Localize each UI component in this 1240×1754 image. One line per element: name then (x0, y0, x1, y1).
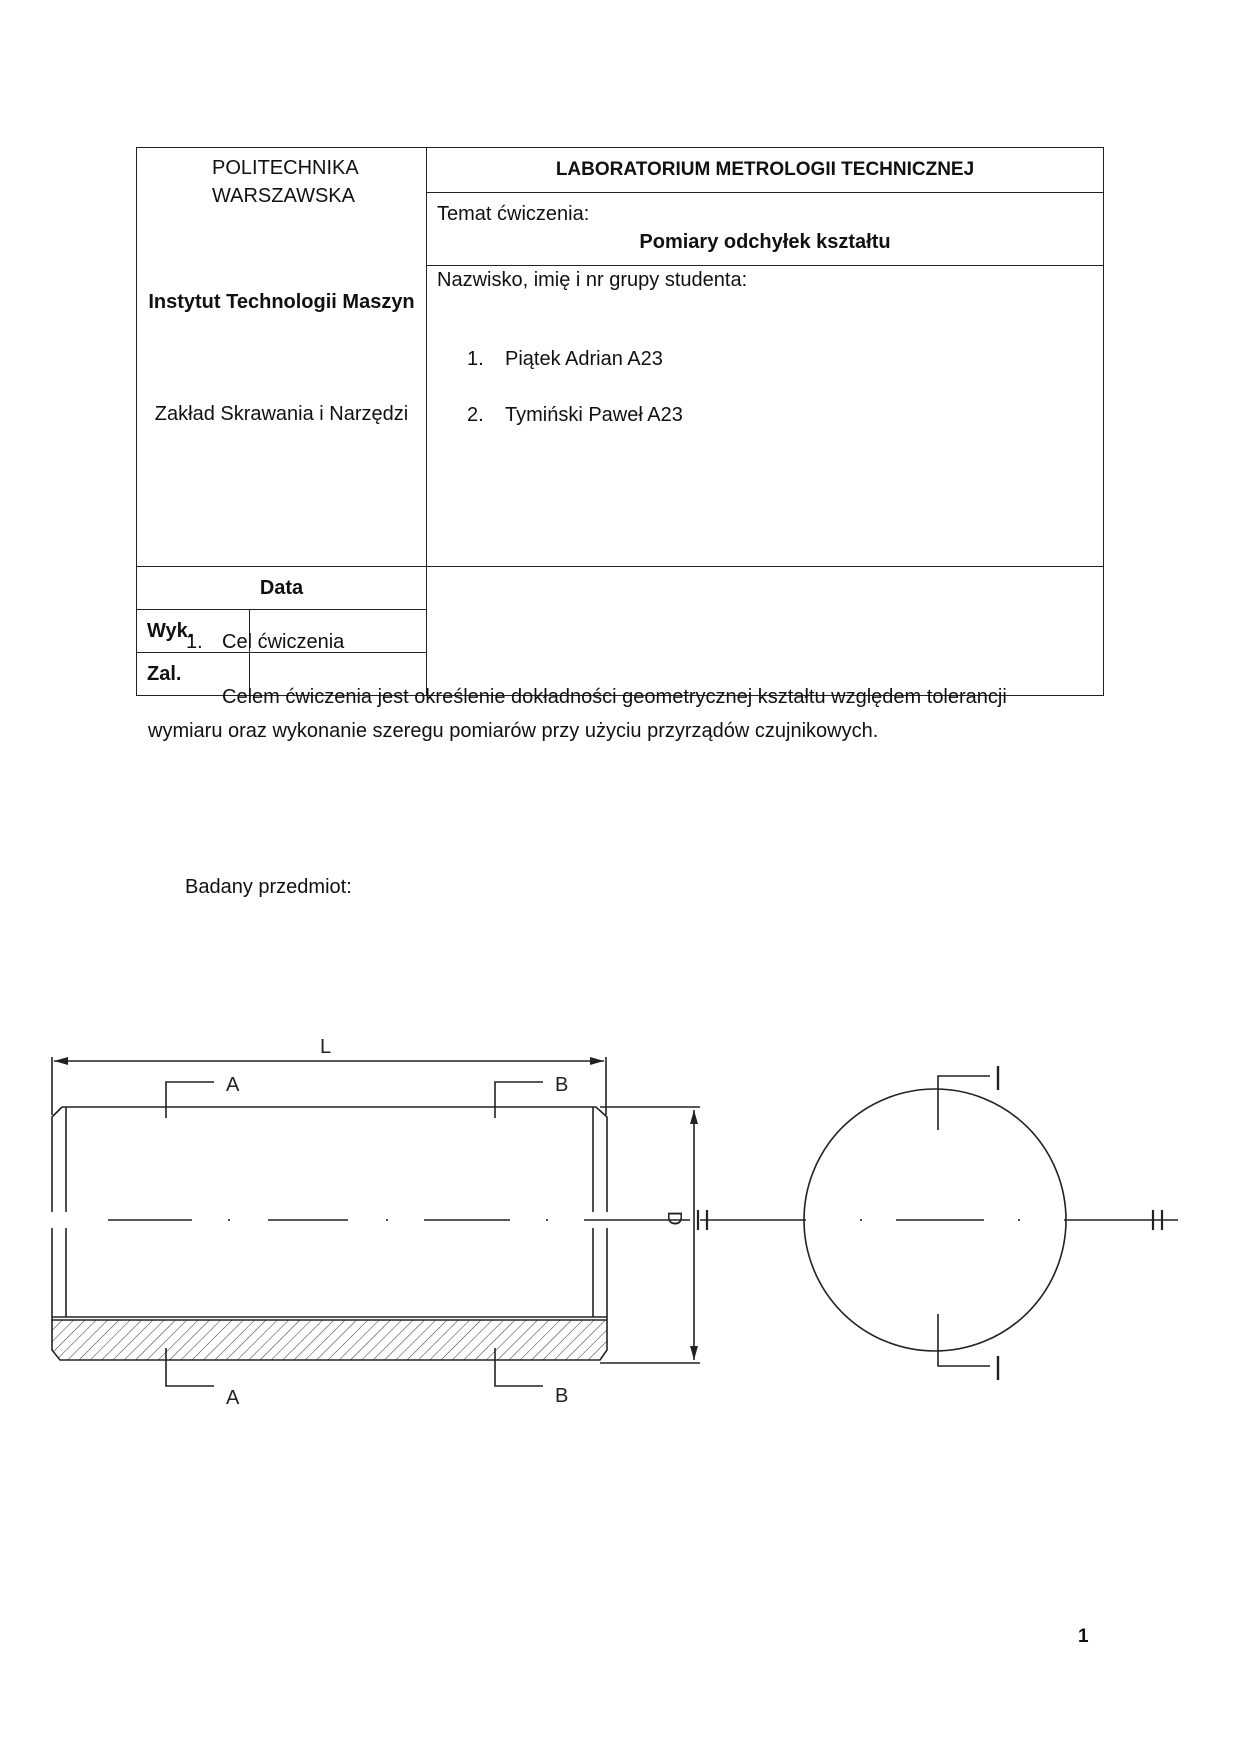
page-number: 1 (1078, 1626, 1089, 1647)
arrow-head (54, 1057, 68, 1065)
cylinder-side-view (52, 1107, 607, 1360)
diameter-dimension (600, 1107, 700, 1363)
hatched-section (52, 1320, 607, 1360)
object-label: Badany przedmiot: (185, 876, 352, 898)
arrow-head (690, 1346, 698, 1360)
student-name: Piątek Adrian A23 (505, 348, 663, 370)
right-column (427, 148, 1104, 567)
student-number: 1. (467, 348, 484, 370)
section-b-label: B (555, 1385, 569, 1407)
section-a-top (166, 1074, 240, 1118)
performed-label: Wyk. (137, 610, 250, 653)
student-item (467, 404, 683, 460)
institute-name: Instytut Technologii Maszyn (148, 291, 415, 313)
right-empty (427, 567, 1104, 696)
university-name: POLITECHNIKA WARSZAWSKA (212, 157, 359, 207)
section-heading (186, 631, 344, 654)
department-name: Zakład Skrawania i Narzędzi (154, 403, 409, 425)
lab-title: LABORATORIUM METROLOGII TECHNICZNEJ (427, 148, 1103, 193)
topic-label: Temat ćwiczenia: (437, 203, 590, 225)
technical-drawing (0, 1020, 1240, 1440)
length-dimension (52, 1036, 606, 1115)
student-name: Tymiński Paweł A23 (505, 404, 683, 426)
topic-value: Pomiary odchyłek kształtu (639, 231, 891, 253)
title-block (136, 147, 1104, 696)
section-number: 1. (186, 631, 203, 653)
topic-cell (427, 193, 1103, 266)
diameter-label: D (663, 1211, 685, 1226)
arrow-head (690, 1110, 698, 1124)
section-a-label: A (226, 1387, 240, 1409)
cross-section-view (804, 1066, 1066, 1380)
section-body (148, 680, 1068, 748)
student-number: 2. (467, 404, 484, 426)
arrow-head (590, 1057, 604, 1065)
length-label: L (320, 1036, 332, 1058)
section-body-text: Celem ćwiczenia jest określenie dokładności geometrycznej kształtu względem tolerancji wymiaru oraz wykonanie szeregu pomiarów przy użyciu przyrządów czujnikowych. (148, 686, 1007, 742)
institution-cell (137, 148, 427, 567)
date-header: Data (137, 567, 427, 610)
passed-label: Zal. (137, 653, 250, 696)
student-item (467, 348, 683, 404)
section-a-label: A (226, 1074, 240, 1096)
section-title: Cel ćwiczenia (222, 631, 345, 653)
students-list (467, 348, 683, 460)
section-b-label: B (555, 1074, 569, 1096)
section-b-top (495, 1074, 568, 1118)
students-cell (427, 266, 1103, 566)
students-label: Nazwisko, imię i nr grupy studenta: (437, 269, 748, 291)
